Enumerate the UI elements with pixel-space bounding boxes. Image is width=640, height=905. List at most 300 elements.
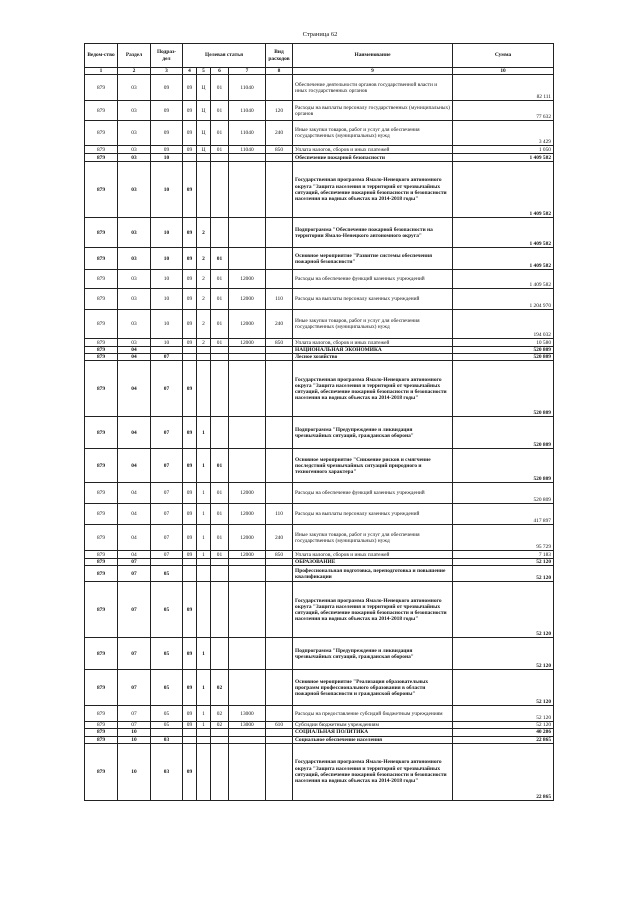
col-number: 5 xyxy=(197,68,211,75)
cell-department: 879 xyxy=(85,270,118,289)
cell-expense-type: 850 xyxy=(266,551,293,559)
cell-section: 03 xyxy=(118,339,151,347)
cell-section: 07 xyxy=(118,638,151,670)
cell-name: Государственная программа Ямало-Ненецкого автономного округа "Защита населения и территорий от чрезвычайных ситуаций, обеспечение пожарной безопасности и безопасности населения на водных объектах на 2014-2018 годы" xyxy=(293,582,453,638)
cell-name: Уплата налогов, сборов и иных платежей xyxy=(293,146,453,154)
cell-amount: 52 120 xyxy=(453,559,554,566)
table-row xyxy=(85,162,554,218)
header-amount: Сумма xyxy=(453,44,554,68)
cell-department: 879 xyxy=(85,638,118,670)
cell-name: Расходы на предоставление субсидий бюджетным учреждениям xyxy=(293,706,453,722)
cell-name: Иные закупки товаров, работ и услуг для обеспечения государственных (муниципальных) нужд xyxy=(293,310,453,339)
cell-subsection: 07 xyxy=(151,361,183,417)
table-row xyxy=(85,706,554,722)
cell-amount: 520 809 xyxy=(453,483,554,504)
cell-name: Государственная программа Ямало-Ненецкого автономного округа "Защита населения и территорий от чрезвычайных ситуаций, обеспечение пожарной безопасности и безопасности населения на водных объектах на 2014-2018 годы" xyxy=(293,743,453,800)
cell-amount: 52 120 xyxy=(453,706,554,722)
cell-section: 03 xyxy=(118,310,151,339)
cell-activity: 01 xyxy=(211,248,229,270)
cell-name: Социальное обеспечение населения xyxy=(293,736,453,743)
cell-direction: 11040 xyxy=(229,75,266,101)
cell-name: НАЦИОНАЛЬНАЯ ЭКОНОМИКА xyxy=(293,347,453,354)
table-row xyxy=(85,310,554,339)
cell-subsection: 09 xyxy=(151,101,183,121)
cell-department: 879 xyxy=(85,706,118,722)
cell-section: 03 xyxy=(118,146,151,154)
cell-activity: 01 xyxy=(211,504,229,525)
table-row xyxy=(85,743,554,800)
cell-direction: 12000 xyxy=(229,270,266,289)
cell-subsection: 05 xyxy=(151,566,183,582)
table-row xyxy=(85,582,554,638)
cell-expense-type xyxy=(266,743,293,800)
table-row xyxy=(85,218,554,248)
cell-subsection xyxy=(151,559,183,566)
cell-name: Расходы на выплаты персоналу казенных учреждений xyxy=(293,504,453,525)
cell-amount: 520 809 xyxy=(453,347,554,354)
table-row xyxy=(85,270,554,289)
cell-expense-type xyxy=(266,361,293,417)
cell-section: 03 xyxy=(118,101,151,121)
cell-name: Расходы на обеспечение функций казенных учреждений xyxy=(293,270,453,289)
cell-department: 879 xyxy=(85,483,118,504)
cell-subprogram: 2 xyxy=(197,248,211,270)
cell-amount: 77 632 xyxy=(453,101,554,121)
cell-subprogram xyxy=(197,582,211,638)
col-number: 7 xyxy=(229,68,266,75)
cell-expense-type: 120 xyxy=(266,101,293,121)
cell-direction: 12000 xyxy=(229,504,266,525)
cell-department: 879 xyxy=(85,162,118,218)
table-row xyxy=(85,347,554,354)
cell-section: 03 xyxy=(118,121,151,146)
cell-subprogram xyxy=(197,559,211,566)
cell-amount: 52 120 xyxy=(453,582,554,638)
cell-direction xyxy=(229,162,266,218)
cell-subprogram: 2 xyxy=(197,339,211,347)
table-row xyxy=(85,75,554,101)
cell-direction xyxy=(229,248,266,270)
cell-name: Иные закупки товаров, работ и услуг для обеспечения государственных (муниципальных) нужд xyxy=(293,525,453,551)
cell-subprogram xyxy=(197,354,211,361)
cell-activity xyxy=(211,559,229,566)
cell-department: 879 xyxy=(85,449,118,483)
cell-department: 879 xyxy=(85,566,118,582)
table-row xyxy=(85,551,554,559)
table-row xyxy=(85,289,554,310)
cell-amount: 10 580 xyxy=(453,339,554,347)
col-number: 9 xyxy=(293,68,453,75)
table-row xyxy=(85,417,554,449)
cell-program: 09 xyxy=(183,310,197,339)
cell-subprogram xyxy=(197,743,211,800)
cell-subsection xyxy=(151,729,183,736)
col-number: 1 xyxy=(85,68,118,75)
cell-section: 07 xyxy=(118,566,151,582)
table-row xyxy=(85,154,554,162)
cell-department: 879 xyxy=(85,339,118,347)
cell-direction: 13000 xyxy=(229,706,266,722)
cell-expense-type xyxy=(266,248,293,270)
cell-direction xyxy=(229,638,266,670)
cell-expense-type xyxy=(266,736,293,743)
cell-direction xyxy=(229,354,266,361)
cell-name: Обеспечение пожарной безопасности xyxy=(293,154,453,162)
cell-section: 03 xyxy=(118,75,151,101)
cell-expense-type: 240 xyxy=(266,525,293,551)
cell-section: 03 xyxy=(118,154,151,162)
cell-expense-type: 110 xyxy=(266,504,293,525)
cell-section: 10 xyxy=(118,729,151,736)
cell-expense-type xyxy=(266,417,293,449)
cell-subsection: 07 xyxy=(151,354,183,361)
cell-expense-type: 850 xyxy=(266,146,293,154)
cell-department: 879 xyxy=(85,670,118,706)
cell-amount: 52 120 xyxy=(453,670,554,706)
cell-name: Подпрограмма "Предупреждение и ликвидация чрезвычайных ситуаций, гражданская оборона" xyxy=(293,638,453,670)
cell-name: СОЦИАЛЬНАЯ ПОЛИТИКА xyxy=(293,729,453,736)
cell-program: 09 xyxy=(183,504,197,525)
cell-program: 09 xyxy=(183,722,197,729)
cell-name: Иные закупки товаров, работ и услуг для обеспечения государственных (муниципальных) нужд xyxy=(293,121,453,146)
cell-activity xyxy=(211,354,229,361)
cell-subprogram: Ц xyxy=(197,101,211,121)
cell-amount: 40 286 xyxy=(453,729,554,736)
cell-direction xyxy=(229,218,266,248)
cell-amount: 1 050 xyxy=(453,146,554,154)
cell-amount: 1 409 582 xyxy=(453,270,554,289)
cell-expense-type xyxy=(266,354,293,361)
cell-direction: 12000 xyxy=(229,551,266,559)
table-row xyxy=(85,566,554,582)
cell-department: 879 xyxy=(85,417,118,449)
cell-expense-type xyxy=(266,162,293,218)
cell-expense-type xyxy=(266,270,293,289)
table-row xyxy=(85,525,554,551)
cell-activity: 02 xyxy=(211,706,229,722)
header-subsection: Подраз-дел xyxy=(151,44,183,68)
cell-activity xyxy=(211,347,229,354)
cell-department: 879 xyxy=(85,347,118,354)
cell-program: 09 xyxy=(183,162,197,218)
cell-amount: 22 865 xyxy=(453,736,554,743)
cell-department: 879 xyxy=(85,121,118,146)
cell-program: 09 xyxy=(183,146,197,154)
cell-activity: 01 xyxy=(211,75,229,101)
cell-activity xyxy=(211,417,229,449)
cell-expense-type xyxy=(266,218,293,248)
cell-subsection: 10 xyxy=(151,162,183,218)
cell-subsection: 07 xyxy=(151,504,183,525)
cell-department: 879 xyxy=(85,248,118,270)
cell-department: 879 xyxy=(85,582,118,638)
cell-subprogram xyxy=(197,566,211,582)
cell-name: Расходы на обеспечение функций казенных учреждений xyxy=(293,483,453,504)
cell-section: 03 xyxy=(118,270,151,289)
cell-direction: 12000 xyxy=(229,483,266,504)
table-row xyxy=(85,146,554,154)
cell-direction: 12000 xyxy=(229,525,266,551)
cell-section: 03 xyxy=(118,289,151,310)
cell-direction: 12000 xyxy=(229,310,266,339)
cell-subsection: 07 xyxy=(151,525,183,551)
header-expense-type: Вид расходов xyxy=(266,44,293,68)
cell-subsection: 10 xyxy=(151,339,183,347)
cell-section: 07 xyxy=(118,706,151,722)
cell-subprogram: 2 xyxy=(197,289,211,310)
cell-activity: 01 xyxy=(211,483,229,504)
cell-name: Обеспечение деятельности органов государственной власти и иных государственных органов xyxy=(293,75,453,101)
cell-activity xyxy=(211,736,229,743)
cell-subprogram: 1 xyxy=(197,706,211,722)
cell-activity: 01 xyxy=(211,101,229,121)
cell-program: 09 xyxy=(183,551,197,559)
cell-section: 04 xyxy=(118,483,151,504)
cell-activity xyxy=(211,361,229,417)
cell-expense-type xyxy=(266,154,293,162)
page-label: Страница 62 xyxy=(302,31,338,38)
cell-direction xyxy=(229,154,266,162)
cell-subprogram: Ц xyxy=(197,121,211,146)
cell-subsection: 05 xyxy=(151,722,183,729)
cell-department: 879 xyxy=(85,218,118,248)
cell-name: Расходы на выплаты персоналу казенных учреждений xyxy=(293,289,453,310)
cell-direction xyxy=(229,361,266,417)
cell-activity: 01 xyxy=(211,449,229,483)
cell-subsection: 03 xyxy=(151,736,183,743)
cell-program: 09 xyxy=(183,218,197,248)
cell-subsection: 05 xyxy=(151,706,183,722)
cell-program: 09 xyxy=(183,525,197,551)
cell-program xyxy=(183,154,197,162)
cell-activity xyxy=(211,729,229,736)
table-row xyxy=(85,449,554,483)
cell-program xyxy=(183,354,197,361)
table-body xyxy=(85,75,554,801)
cell-subprogram xyxy=(197,729,211,736)
table-row xyxy=(85,354,554,361)
cell-amount: 1 409 582 xyxy=(453,162,554,218)
cell-department: 879 xyxy=(85,361,118,417)
cell-subsection: 07 xyxy=(151,417,183,449)
col-number: 2 xyxy=(118,68,151,75)
cell-subprogram: 1 xyxy=(197,504,211,525)
cell-direction: 12000 xyxy=(229,289,266,310)
cell-amount: 520 809 xyxy=(453,354,554,361)
cell-direction: 11040 xyxy=(229,121,266,146)
table-row xyxy=(85,361,554,417)
cell-subprogram: 2 xyxy=(197,218,211,248)
cell-subprogram: 1 xyxy=(197,417,211,449)
col-number: 10 xyxy=(453,68,554,75)
cell-activity xyxy=(211,162,229,218)
header-section: Раздел xyxy=(118,44,151,68)
cell-program: 09 xyxy=(183,483,197,504)
cell-subsection: 05 xyxy=(151,670,183,706)
cell-amount: 417 897 xyxy=(453,504,554,525)
cell-subsection: 10 xyxy=(151,154,183,162)
cell-name: Субсидии бюджетным учреждениям xyxy=(293,722,453,729)
cell-department: 879 xyxy=(85,722,118,729)
cell-name: Основное мероприятие "Реализация образовательных программ профессионального образования в области пожарной безопасности и гражданской обороны" xyxy=(293,670,453,706)
cell-subsection: 09 xyxy=(151,146,183,154)
cell-subprogram: 2 xyxy=(197,310,211,339)
cell-program xyxy=(183,559,197,566)
cell-program xyxy=(183,347,197,354)
cell-subprogram: 1 xyxy=(197,638,211,670)
cell-subsection: 07 xyxy=(151,483,183,504)
cell-section: 07 xyxy=(118,670,151,706)
cell-direction xyxy=(229,582,266,638)
cell-program xyxy=(183,566,197,582)
cell-section: 07 xyxy=(118,559,151,566)
cell-expense-type xyxy=(266,638,293,670)
table-row xyxy=(85,483,554,504)
cell-section: 04 xyxy=(118,361,151,417)
cell-name: Уплата налогов, сборов и иных платежей xyxy=(293,339,453,347)
cell-direction xyxy=(229,670,266,706)
cell-section: 03 xyxy=(118,248,151,270)
cell-name: Подпрограмма "Обеспечение пожарной безопасности на территории Ямало-Ненецкого автономного округа" xyxy=(293,218,453,248)
cell-amount: 1 409 582 xyxy=(453,218,554,248)
col-number: 4 xyxy=(183,68,197,75)
header-department: Ведом-ство xyxy=(85,44,118,68)
cell-program: 09 xyxy=(183,121,197,146)
cell-subprogram: Ц xyxy=(197,146,211,154)
cell-expense-type: 850 xyxy=(266,339,293,347)
cell-department: 879 xyxy=(85,559,118,566)
cell-program xyxy=(183,729,197,736)
cell-name: Уплата налогов, сборов и иных платежей xyxy=(293,551,453,559)
cell-name: Основное мероприятие "Развитие системы обеспечения пожарной безопасности" xyxy=(293,248,453,270)
cell-activity: 01 xyxy=(211,339,229,347)
cell-subprogram xyxy=(197,347,211,354)
cell-section: 04 xyxy=(118,551,151,559)
cell-activity xyxy=(211,582,229,638)
cell-activity: 01 xyxy=(211,121,229,146)
cell-section: 10 xyxy=(118,736,151,743)
cell-expense-type xyxy=(266,559,293,566)
cell-department: 879 xyxy=(85,551,118,559)
table-row xyxy=(85,722,554,729)
cell-activity: 01 xyxy=(211,270,229,289)
cell-program: 09 xyxy=(183,743,197,800)
cell-direction: 11040 xyxy=(229,146,266,154)
cell-program: 09 xyxy=(183,361,197,417)
table-row xyxy=(85,736,554,743)
cell-amount: 3 429 xyxy=(453,121,554,146)
cell-amount: 22 865 xyxy=(453,743,554,800)
cell-department: 879 xyxy=(85,354,118,361)
col-number: 8 xyxy=(266,68,293,75)
cell-section: 04 xyxy=(118,525,151,551)
header-target-item: Целевая статья xyxy=(183,44,266,68)
cell-department: 879 xyxy=(85,736,118,743)
cell-name: Лесное хозяйство xyxy=(293,354,453,361)
cell-direction xyxy=(229,559,266,566)
cell-subsection: 10 xyxy=(151,218,183,248)
cell-amount: 52 120 xyxy=(453,638,554,670)
table-row xyxy=(85,559,554,566)
cell-subprogram: 2 xyxy=(197,270,211,289)
cell-program xyxy=(183,736,197,743)
cell-expense-type xyxy=(266,483,293,504)
cell-expense-type xyxy=(266,729,293,736)
cell-activity xyxy=(211,154,229,162)
cell-department: 879 xyxy=(85,504,118,525)
cell-subsection: 10 xyxy=(151,289,183,310)
cell-subsection: 05 xyxy=(151,638,183,670)
cell-name: Подпрограмма "Предупреждение и ликвидация чрезвычайных ситуаций, гражданская оборона" xyxy=(293,417,453,449)
cell-department: 879 xyxy=(85,525,118,551)
cell-amount: 82 111 xyxy=(453,75,554,101)
cell-subsection: 05 xyxy=(151,582,183,638)
cell-direction: 12000 xyxy=(229,339,266,347)
cell-expense-type xyxy=(266,706,293,722)
cell-activity xyxy=(211,566,229,582)
cell-amount: 520 809 xyxy=(453,417,554,449)
cell-expense-type xyxy=(266,75,293,101)
table-row xyxy=(85,101,554,121)
cell-program: 09 xyxy=(183,339,197,347)
table-row xyxy=(85,670,554,706)
cell-expense-type xyxy=(266,449,293,483)
cell-name: Государственная программа Ямало-Ненецкого автономного округа "Защита населения и территорий от чрезвычайных ситуаций, обеспечение пожарной безопасности и безопасности населения на водных объектах на 2014-2018 годы" xyxy=(293,162,453,218)
cell-activity: 01 xyxy=(211,525,229,551)
cell-amount: 52 120 xyxy=(453,722,554,729)
cell-amount: 1 409 582 xyxy=(453,154,554,162)
cell-subsection: 10 xyxy=(151,270,183,289)
cell-section: 10 xyxy=(118,743,151,800)
cell-department: 879 xyxy=(85,154,118,162)
cell-direction: 13000 xyxy=(229,722,266,729)
cell-amount: 194 032 xyxy=(453,310,554,339)
cell-subprogram xyxy=(197,736,211,743)
cell-amount: 7 183 xyxy=(453,551,554,559)
cell-subprogram: 1 xyxy=(197,449,211,483)
cell-section: 04 xyxy=(118,449,151,483)
cell-section: 07 xyxy=(118,722,151,729)
cell-activity xyxy=(211,218,229,248)
table-row xyxy=(85,248,554,270)
cell-program: 09 xyxy=(183,248,197,270)
cell-direction xyxy=(229,417,266,449)
cell-amount: 95 729 xyxy=(453,525,554,551)
cell-section: 03 xyxy=(118,162,151,218)
cell-program: 09 xyxy=(183,638,197,670)
cell-section: 07 xyxy=(118,582,151,638)
cell-program: 09 xyxy=(183,270,197,289)
cell-program: 09 xyxy=(183,670,197,706)
cell-expense-type xyxy=(266,347,293,354)
cell-subsection: 07 xyxy=(151,551,183,559)
cell-program: 09 xyxy=(183,582,197,638)
cell-name: Основное мероприятие "Снижение рисков и смягчение последствий чрезвычайных ситуаций природного и техногенного характера" xyxy=(293,449,453,483)
cell-subsection xyxy=(151,347,183,354)
cell-subprogram: 1 xyxy=(197,551,211,559)
cell-program: 09 xyxy=(183,449,197,483)
cell-activity: 01 xyxy=(211,146,229,154)
cell-amount: 1 409 582 xyxy=(453,248,554,270)
cell-program: 09 xyxy=(183,417,197,449)
cell-subprogram xyxy=(197,361,211,417)
cell-amount: 520 809 xyxy=(453,361,554,417)
cell-subprogram xyxy=(197,162,211,218)
cell-department: 879 xyxy=(85,75,118,101)
cell-subprogram: Ц xyxy=(197,75,211,101)
cell-program: 09 xyxy=(183,75,197,101)
cell-amount: 52 120 xyxy=(453,566,554,582)
